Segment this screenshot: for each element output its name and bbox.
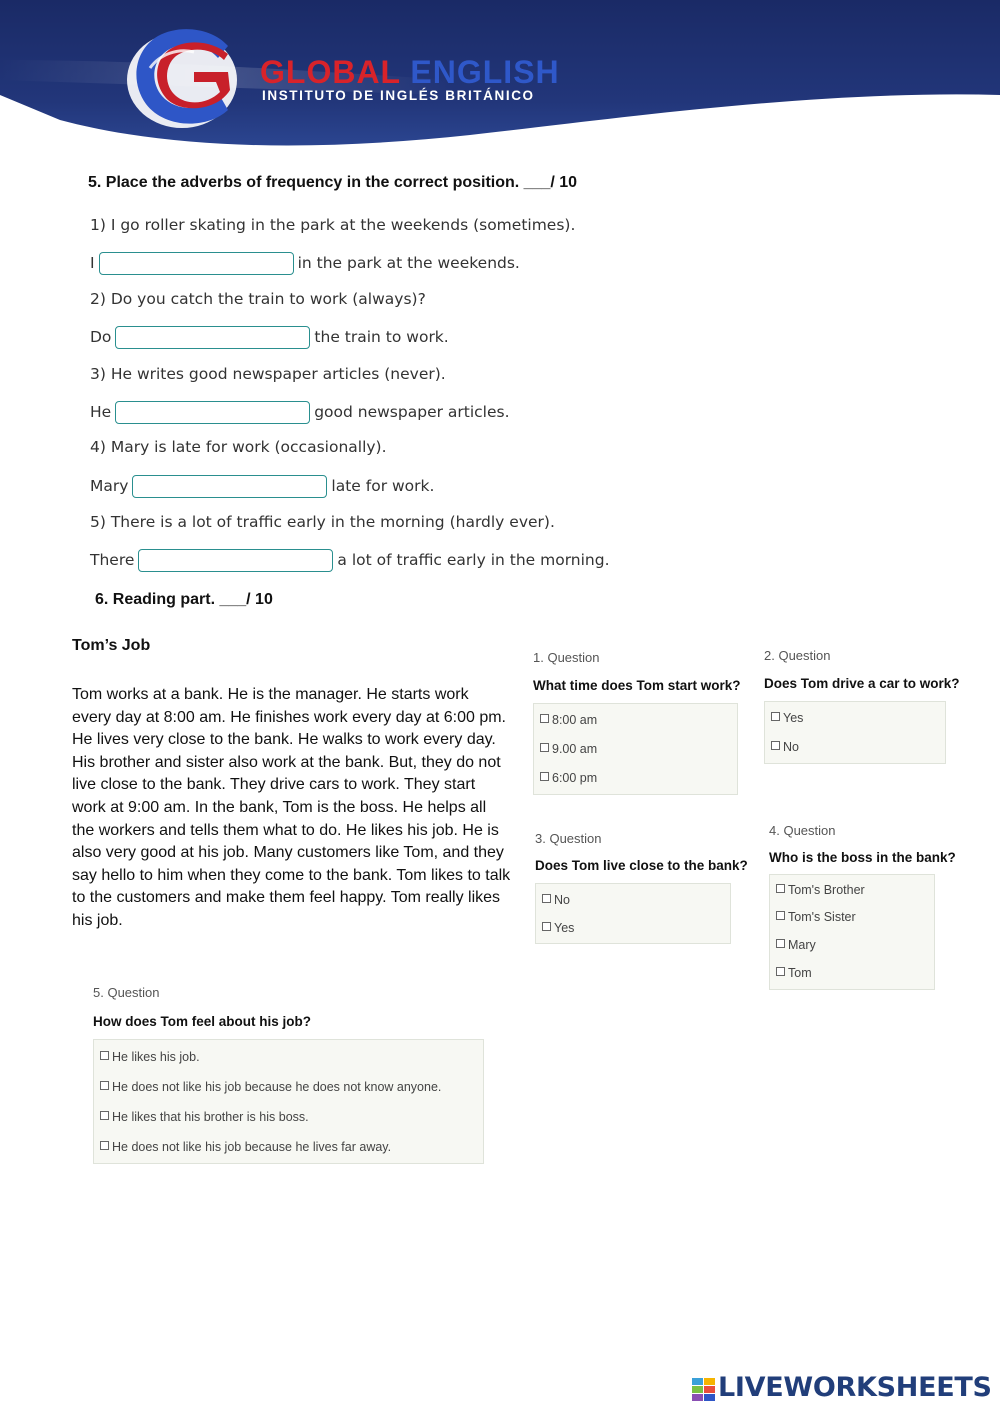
brand-word-global: GLOBAL <box>260 54 401 90</box>
item1-before-text: I <box>90 254 95 272</box>
exercise5-item1-answer <box>90 252 520 275</box>
checkbox-icon[interactable] <box>540 743 549 752</box>
item5-after-text: a lot of traffic early in the morning. <box>337 551 610 569</box>
item2-after-text: the train to work. <box>314 328 449 346</box>
question4-option[interactable]: Tom <box>776 966 812 980</box>
exercise5-item2-answer <box>90 326 449 349</box>
brand-word-english: ENGLISH <box>410 54 560 90</box>
exercise5-item4-answer <box>90 475 434 498</box>
question3-options <box>535 883 731 944</box>
exercise6-title: 6. Reading part. ___/ 10 <box>95 591 273 608</box>
story-title: Tom’s Job <box>72 637 151 654</box>
checkbox-icon[interactable] <box>771 741 780 750</box>
liveworksheets-logo-text: LIVEWORKSHEETS <box>718 1372 992 1403</box>
liveworksheets-icon <box>692 1378 716 1402</box>
checkbox-icon[interactable] <box>542 922 551 931</box>
question5-text: How does Tom feel about his job? <box>93 1014 312 1029</box>
item5-before-text: There <box>90 551 135 569</box>
question5-option[interactable]: He does not like his job because he does not know anyone. <box>100 1080 441 1094</box>
checkbox-icon[interactable] <box>100 1051 109 1060</box>
item3-after-text: good newspaper articles. <box>314 403 510 421</box>
checkbox-icon[interactable] <box>771 712 780 721</box>
question2-text: Does Tom drive a car to work? <box>764 676 960 691</box>
checkbox-icon[interactable] <box>100 1081 109 1090</box>
question5-options <box>93 1039 484 1164</box>
exercise5-item2-prompt: 2) Do you catch the train to work (always)? <box>90 290 426 308</box>
story-text: Tom works at a bank. He is the manager. He starts work every day at 8:00 am. He finishes work every day at 6:00 pm. He lives very close to the bank. He walks to work every day. His brother and sister also work at the bank. But, they do not live close to the bank. They drive cars to work. They start work at 9:00 am. In the bank, Tom is the boss. He helps all the workers and tells them what to do. He likes his job. He is also very good at his job. Many customers like Tom, and they say hello to him when they come to the bank. Tom likes to talk to the customers and make them feel happy. Tom really likes his job. <box>72 686 511 929</box>
question2-label: 2. Question <box>764 648 831 663</box>
exercise5-item1-prompt: 1) I go roller skating in the park at the weekends (sometimes). <box>90 216 576 234</box>
question5-option[interactable]: He does not like his job because he lives far away. <box>100 1140 391 1154</box>
item4-after-text: late for work. <box>331 477 435 495</box>
checkbox-icon[interactable] <box>540 714 549 723</box>
question2-option[interactable]: Yes <box>771 711 803 725</box>
global-english-emblem-logo <box>120 18 260 133</box>
item2-before-text: Do <box>90 328 112 346</box>
exercise5-title: 5. Place the adverbs of frequency in the correct position. ___/ 10 <box>88 174 578 191</box>
question3-option[interactable]: Yes <box>542 921 574 935</box>
question5-option[interactable]: He likes that his brother is his boss. <box>100 1110 309 1124</box>
question5-label: 5. Question <box>93 985 160 1000</box>
item1-answer-input[interactable] <box>99 252 294 275</box>
item5-answer-input[interactable] <box>138 549 333 572</box>
brand-subtitle: INSTITUTO DE INGLÉS BRITÁNICO <box>262 88 535 103</box>
exercise5-item4-prompt: 4) Mary is late for work (occasionally). <box>90 438 387 456</box>
checkbox-icon[interactable] <box>100 1141 109 1150</box>
question4-text: Who is the boss in the bank? <box>769 850 956 865</box>
question1-text: What time does Tom start work? <box>533 678 741 693</box>
question3-label: 3. Question <box>535 831 602 846</box>
question4-option[interactable]: Tom's Brother <box>776 883 865 897</box>
question3-text: Does Tom live close to the bank? <box>535 858 748 873</box>
checkbox-icon[interactable] <box>100 1111 109 1120</box>
checkbox-icon[interactable] <box>776 967 785 976</box>
question5-option[interactable]: He likes his job. <box>100 1050 200 1064</box>
question1-label: 1. Question <box>533 650 600 665</box>
question4-options <box>769 874 935 990</box>
question4-option[interactable]: Tom's Sister <box>776 910 856 924</box>
question4-label: 4. Question <box>769 823 836 838</box>
item3-answer-input[interactable] <box>115 401 310 424</box>
item2-answer-input[interactable] <box>115 326 310 349</box>
item1-after-text: in the park at the weekends. <box>297 254 520 272</box>
checkbox-icon[interactable] <box>776 884 785 893</box>
question1-option[interactable]: 8:00 am <box>540 713 597 727</box>
question2-option[interactable]: No <box>771 740 799 754</box>
item4-before-text: Mary <box>90 477 129 495</box>
exercise5-item3-prompt: 3) He writes good newspaper articles (never). <box>90 365 446 383</box>
item4-answer-input[interactable] <box>132 475 327 498</box>
item3-before-text: He <box>90 403 112 421</box>
exercise5-item5-prompt: 5) There is a lot of traffic early in the morning (hardly ever). <box>90 513 555 531</box>
exercise5-item5-answer <box>90 549 610 572</box>
exercise5-item3-answer <box>90 401 510 424</box>
question1-option[interactable]: 6:00 pm <box>540 771 597 785</box>
question1-options <box>533 703 738 795</box>
question1-option[interactable]: 9.00 am <box>540 742 597 756</box>
checkbox-icon[interactable] <box>542 894 551 903</box>
question3-option[interactable]: No <box>542 893 570 907</box>
brand-name <box>260 56 560 88</box>
checkbox-icon[interactable] <box>776 939 785 948</box>
question4-option[interactable]: Mary <box>776 938 816 952</box>
checkbox-icon[interactable] <box>776 911 785 920</box>
checkbox-icon[interactable] <box>540 772 549 781</box>
question2-options <box>764 701 946 764</box>
